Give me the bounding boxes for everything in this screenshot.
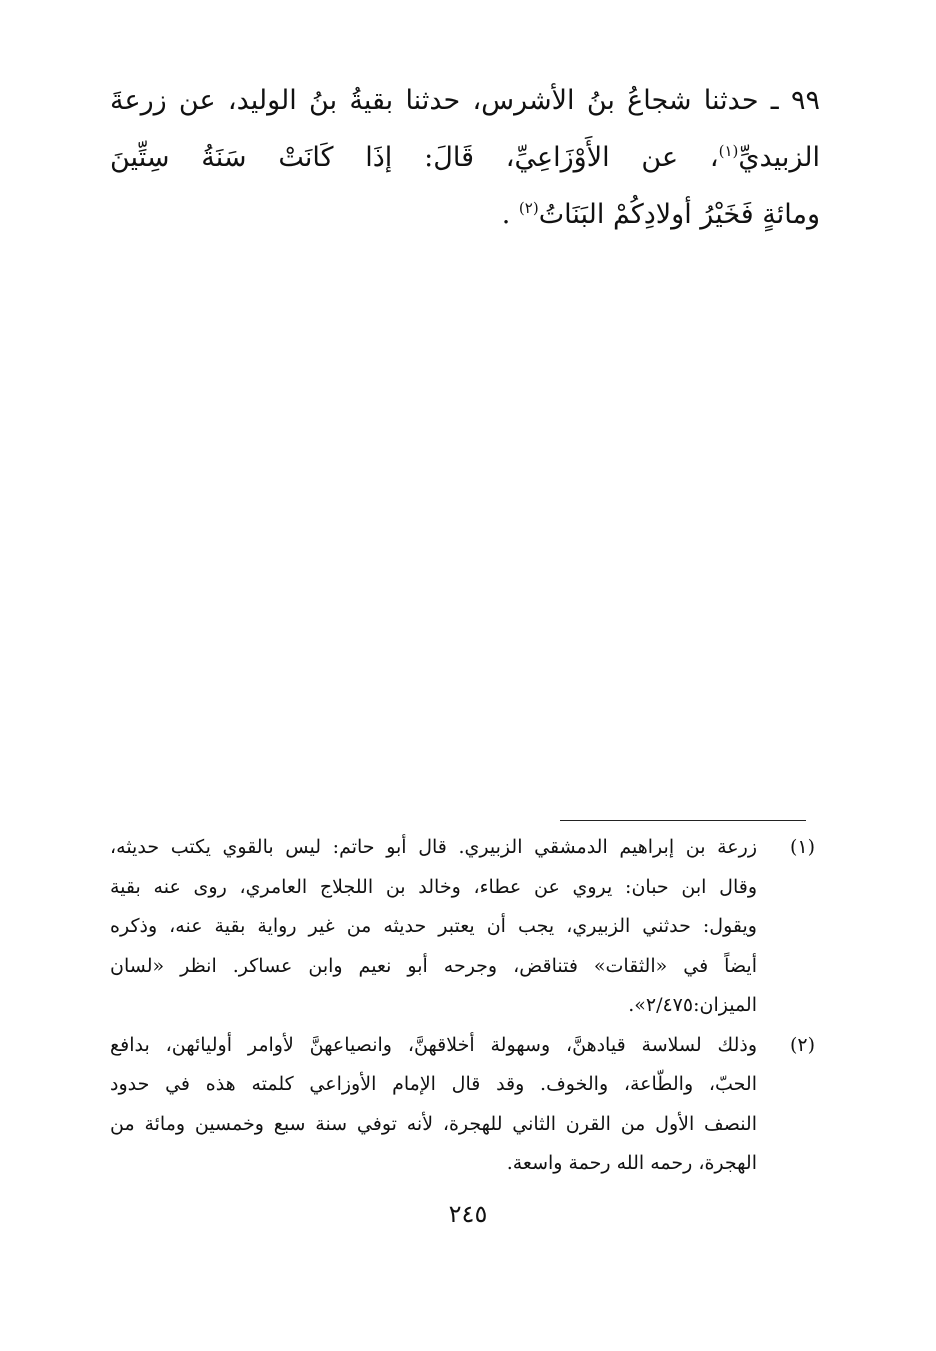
hadith-line-3-end: . <box>501 199 519 230</box>
hadith-line-3-text: ومائةٍ فَخَيْرُ أولادِكُمْ البَنَاتُ <box>538 199 820 230</box>
page-number: ٢٤٥ <box>448 1200 488 1228</box>
footnote-2-line: الهجرة، رحمه الله رحمة واسعة. <box>506 1152 757 1174</box>
footnote-2-line: الحبّ، والطّاعة، والخوف. وقد قال الإمام الأوزاعي كلمته هذه في حدود <box>110 1073 757 1095</box>
footnote-2-number: (٢) <box>789 1033 815 1056</box>
footnote-1-line: وقال ابن حبان: يروي عن عطاء، وخالد بن اللجلاج العامري، روى عنه بقية <box>110 875 757 898</box>
footnote-ref-2: (٢) <box>518 199 539 217</box>
footnote-2-line: النصف الأول من القرن الثاني للهجرة، لأنه توفي سنة سبع وخمسين ومائة من <box>110 1112 757 1135</box>
footnote-1-line: أيضاً في «الثقات» فتناقض، وجرحه أبو نعيم وابن عساكر. انظر «لسان <box>110 954 757 977</box>
hadith-line-3 <box>110 186 820 243</box>
hadith-line-2 <box>110 129 820 186</box>
footnote-ref-1: (١) <box>718 142 739 160</box>
footnote-separator <box>560 820 806 821</box>
hadith-line-2-start: الزبيديِّ <box>738 142 820 173</box>
hadith-line-2-end: ، عن الأَوْزَاعِيِّ، قَالَ: إذَا كَانَتْ سَنَةُ سِتِّينَ <box>110 142 719 173</box>
footnote-2 <box>110 1026 815 1184</box>
hadith-text <box>110 72 820 243</box>
footnote-2-line: وذلك لسلاسة قيادهنَّ، وسهولة أخلاقهنَّ، وانصياعهنَّ لأوامر أوليائهن، بدافع <box>110 1033 757 1056</box>
footnote-1-line: زرعة بن إبراهيم الدمشقي الزبيري. قال أبو حاتم: ليس بالقوي يكتب حديثه، <box>110 836 757 858</box>
footnote-1-line: ويقول: حدثني الزبيري، يجب أن يعتبر حديثه من غير رواية بقية عنه، وذكره <box>110 915 757 937</box>
footnote-1 <box>110 828 815 1026</box>
hadith-line-1: ٩٩ ـ حدثنا شجاعُ بنُ الأشرس، حدثنا بقيةُ بنُ الوليد، عن زرعةَ <box>110 85 820 116</box>
footnote-1-line: الميزان:٢/٤٧٥». <box>628 994 757 1016</box>
footnotes <box>110 828 815 1184</box>
footnote-1-number: (١) <box>789 836 815 858</box>
